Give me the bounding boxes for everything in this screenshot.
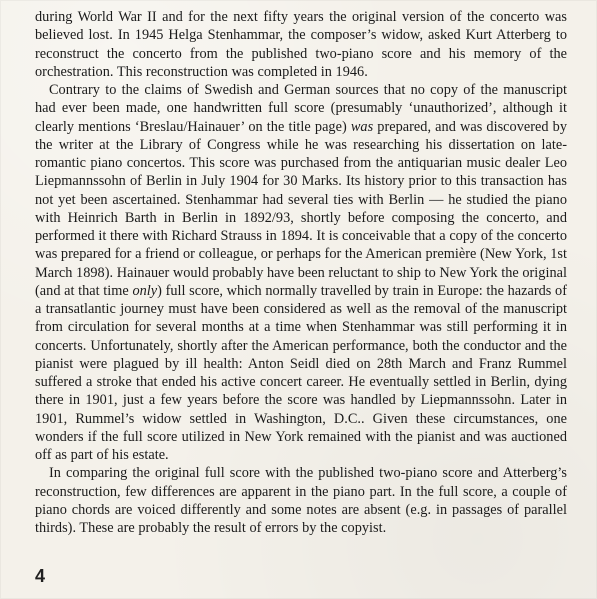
page-number: 4	[35, 566, 46, 586]
italic-text-segment: was	[350, 118, 374, 135]
body-text	[35, 8, 567, 537]
paragraph-1	[35, 8, 567, 81]
text-segment: Contrary to the claims of Swedish and German sources that no copy of the manuscript had ever been made, one handwritten full score (presumably ‘unauthorized’, although it clearly mentions ‘Breslau/Hainauer’ on the title page)	[35, 82, 567, 135]
text-segment: during World War II and for the next fifty years the original version of the concerto was believed lost. In 1945 Helga Stenhammar, the composer’s widow, asked Kurt Atterberg to reconstruct the concerto from the published two-piano score and his memory of the orchestration. This reconstruction was completed in 1946.	[35, 9, 567, 80]
text-segment: prepared, and was discovered by the writer at the Library of Congress while he was researching his dissertation on late-romantic piano concertos. This score was purchased from the antiquarian music dealer Leo Liepmannssohn of Berlin in July 1904 for 30 Marks. Its history prior to this transaction has not yet been ascertained. Stenhammar had several ties with Berlin — he studied the piano with Heinrich Barth in Berlin in 1892/93, shortly before composing the concerto, and performed it there with Richard Strauss in 1894. It is conceivable that a copy of the concerto was prepared for a friend or colleague, or perhaps for the American première (New York, 1st March 1898). Hainauer would probably have been reluctant to ship to New York the original (and at that time	[35, 118, 567, 299]
text-segment: In comparing the original full score with the published two-piano score and Atterberg’s reconstruction, few differences are apparent in the piano part. In the full score, a couple of piano chords are voiced differently and some notes are absent (e.g. in passages of parallel thirds). These are probably the result of errors by the copyist.	[35, 465, 567, 536]
text-segment: ) full score, which normally travelled by train in Europe: the hazards of a transatlantic journey must have been considered as well as the removal of the manuscript from circulation for several months at a time when Stenhammar was still performing it in concerts. Unfortunately, shortly after the American performance, both the conductor and the pianist were plagued by ill health: Anton Seidl died on 28th March and Franz Rummel suffered a stroke that ended his active concert career. He eventually settled in Berlin, dying there in 1901, just a few years before the score was handled by Liepmannssohn. Later in 1901, Rummel’s widow settled in Washington, D.C.. Given these circumstances, one wonders if the full score utilized in New York remained with the pianist and was auctioned off as part of his estate.	[35, 282, 567, 463]
paragraph-3	[35, 464, 567, 537]
italic-text-segment: only	[132, 282, 158, 299]
paragraph-2	[35, 81, 567, 464]
